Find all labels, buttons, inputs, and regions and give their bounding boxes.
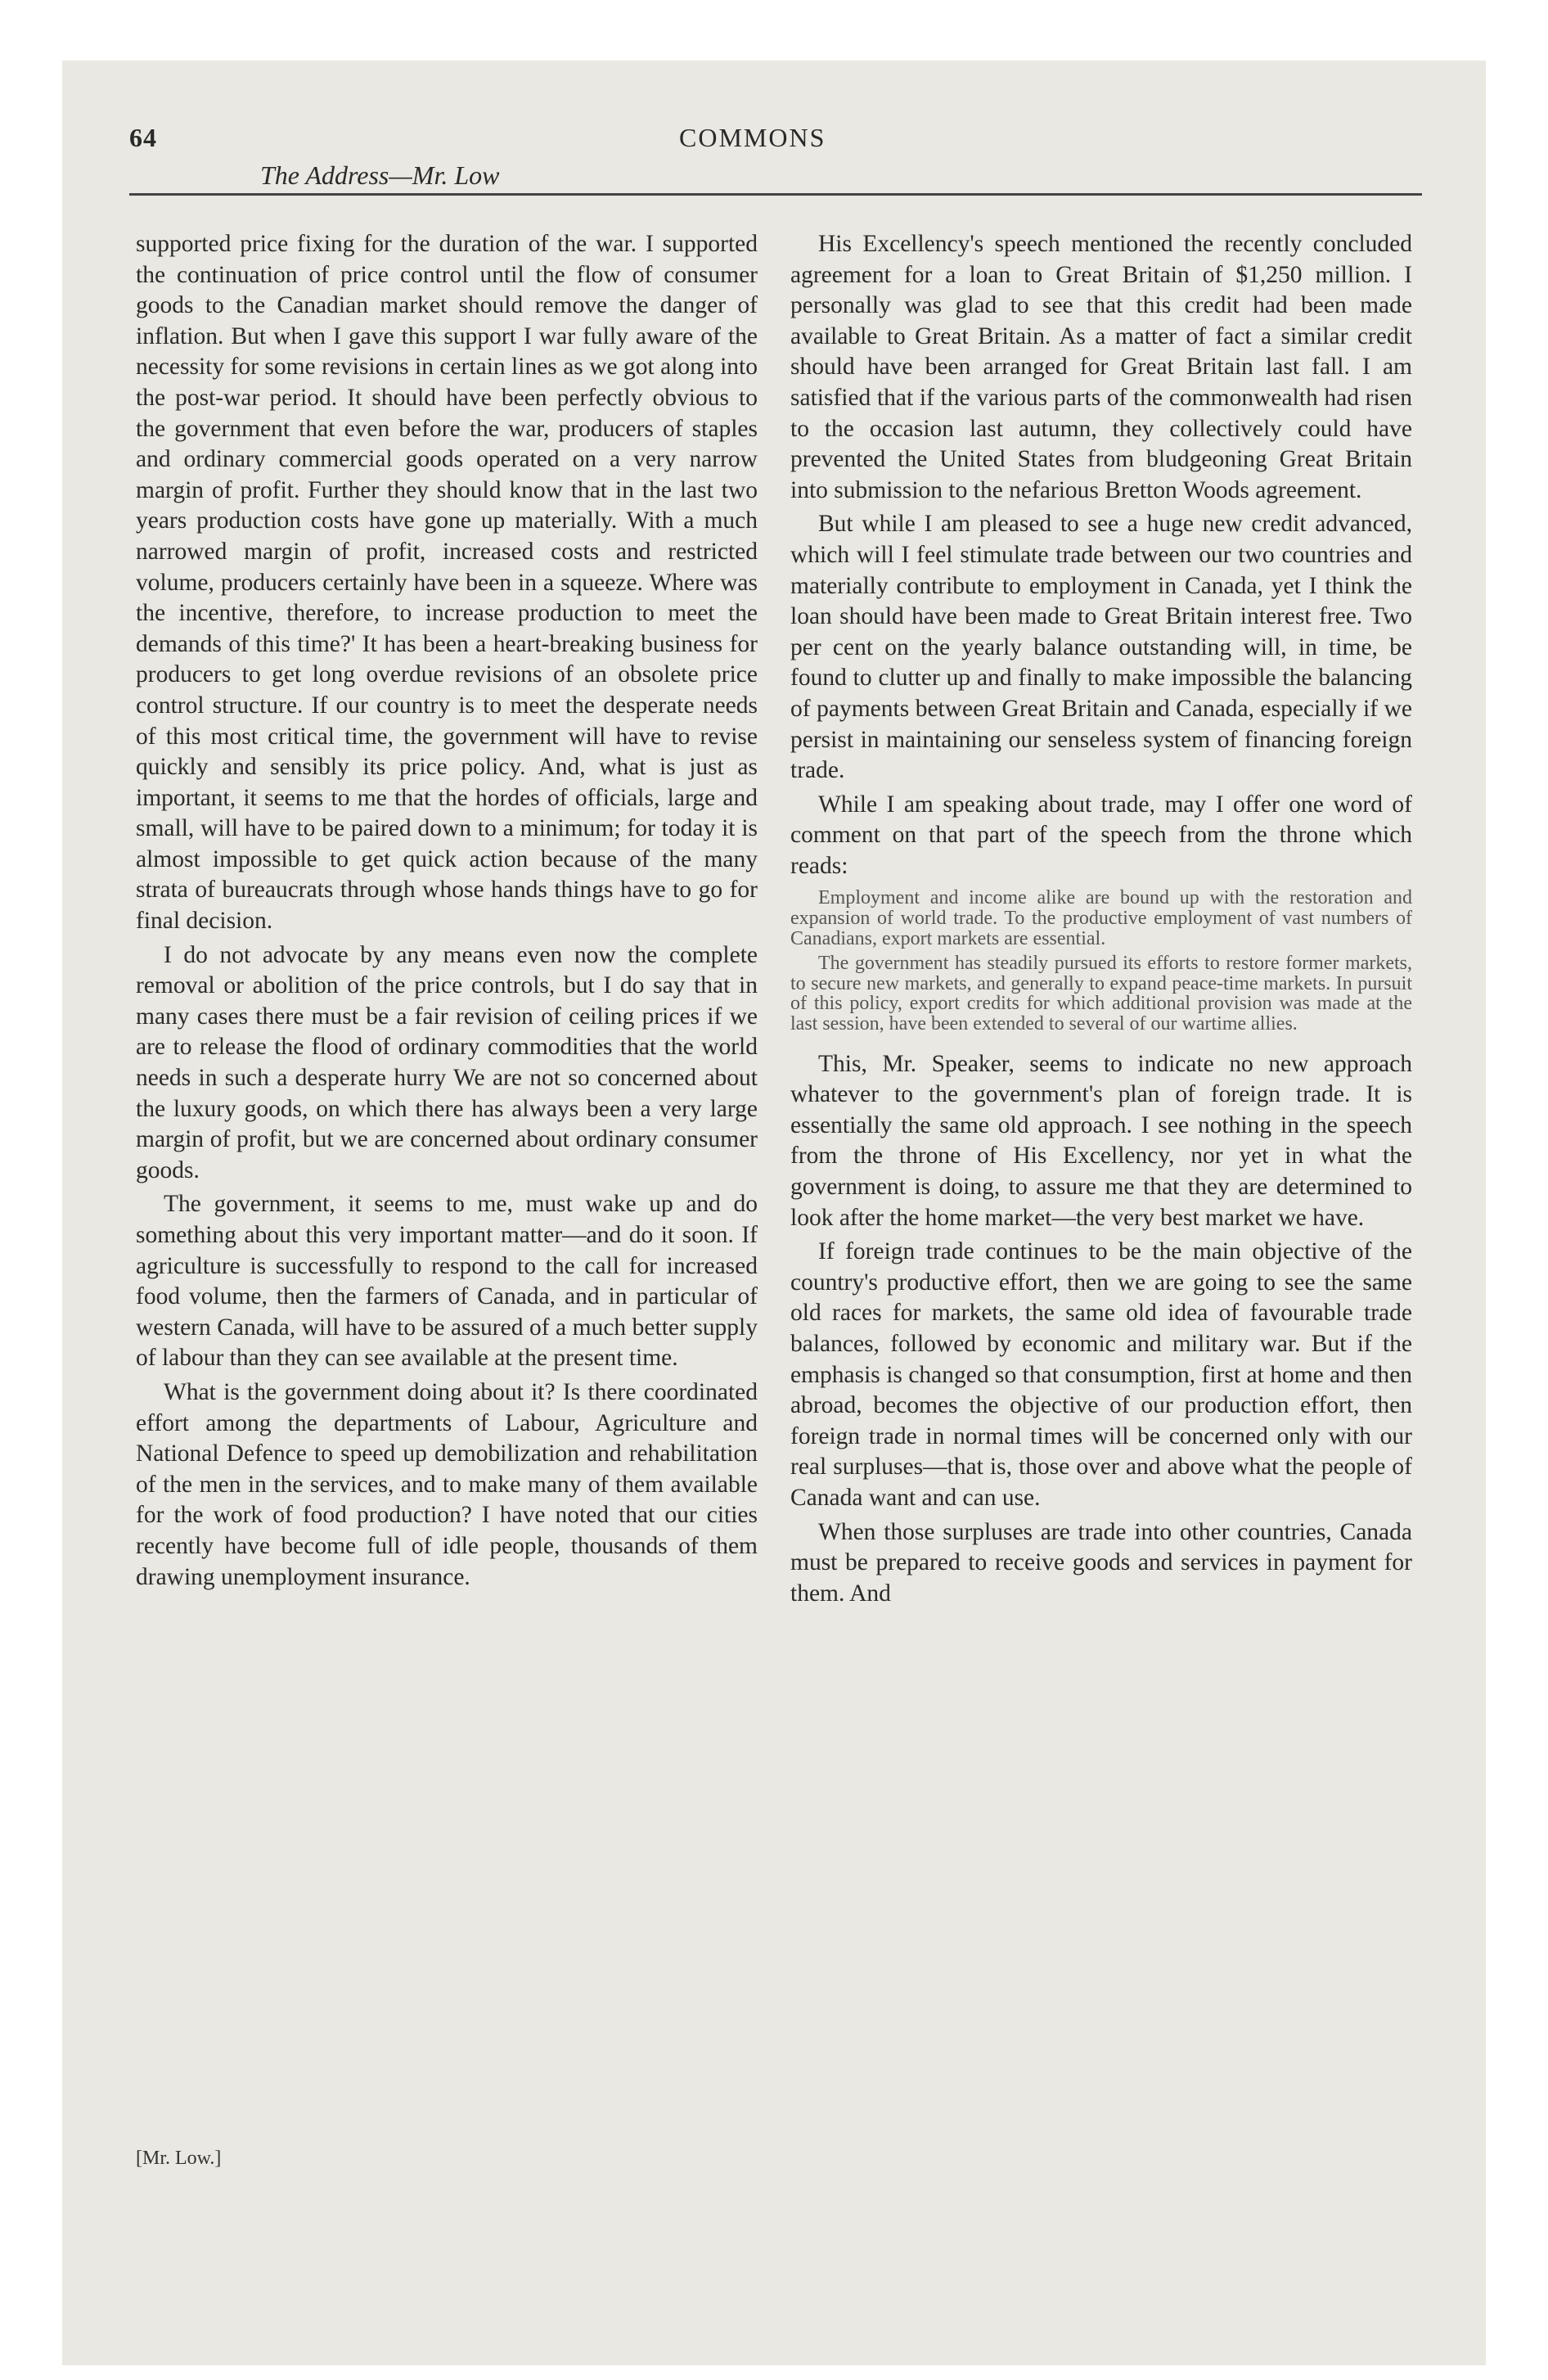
paragraph: The government, it seems to me, must wake up and do something about this very important matter—and do it soon. If agriculture is successfully to respond to the call for increased food volume, then the farmers of Canada, and in particular of western Canada, will have to be assured of a much better supply of labour than they can see available at the present time. — [136, 1191, 758, 1372]
paragraph: supported price fixing for the duration of the war. I supported the continuation of price control until the flow of consumer goods to the Canadian market should remove the danger of inflation. But when I gave this support I war fully aware of the necessity for some revisions in certain lines as we got along into the post-war period. It should have been perfectly obvious to the government that even before the war, producers of staples and ordinary commercial goods operated on a very narrow margin of profit. Further they should know that in the last two years production costs have gone up materially. With a much narrowed margin of profit, increased costs and restricted volume, producers certainly have been in a squeeze. Where was the incentive, therefore, to increase production to meet the demands of this time?' It has been a heart-breaking business for producers to get long overdue revisions of an obsolete price control structure. If our country is to meet the desperate needs of this most critical time, the government will have to revise quickly and sensibly its price policy. And, what is just as important, it seems to me that the hordes of officials, large and small, will have to be paired down to a minimum; for today it is almost impossible to get quick action because of the many strata of bureaucrats through whose hands things have to go for final decision. — [136, 231, 758, 935]
paragraph: When those surpluses are trade into other countries, Canada must be prepared to receive goods and services in payment for them. And — [790, 1518, 1412, 1607]
throne-speech-quote — [790, 888, 1412, 1034]
paragraph: I do not advocate by any means even now the complete removal or abolition of the price controls, but I do say that in many cases there must be a fair revision of ceiling prices if we are to release the flood of ordinary commodities that the world needs in such a desperate hurry We are not so concerned about the luxury goods, on which there has always been a very large margin of profit, but we are concerned about ordinary consumer goods. — [136, 941, 758, 1183]
running-title: The Address—Mr. Low — [260, 160, 500, 190]
paragraph: If foreign trade continues to be the main objective of the country's productive effort, then we are going to see the same old races for markets, the same old idea of favourable trade balances, followed by economic and military war. But if the emphasis is changed so that consumption, first at home and then abroad, becomes the objective of our production effort, then foreign trade in normal times will be concerned only with our real surpluses—that is, those over and above what the people of Canada want and can use. — [790, 1238, 1412, 1511]
quote-paragraph: Employment and income alike are bound up with the restoration and expansion of world trade. To the productive employment of vast numbers of Canadians, export markets are essential. — [790, 887, 1412, 949]
quote-paragraph: The government has steadily pursued its efforts to restore former markets, to secure new markets, and generally to expand peace-time markets. In pursuit of this policy, export credits for which additional provision was made at the last session, have been extended to several of our wartime allies. — [790, 953, 1412, 1035]
paragraph: While I am speaking about trade, may I offer one word of comment on that part of the speech from the throne which reads: — [790, 791, 1412, 879]
paragraph: His Excellency's speech mentioned the recently concluded agreement for a loan to Great Britain of $1,250 million. I personally was glad to see that this credit had been made available to Great Britain. As a matter of fact a similar credit should have been arranged for Great Britain last fall. I am satisfied that if the various parts of the commonwealth had risen to the occasion last autumn, they collectively could have prevented the United States from bludgeoning Great Britain into submission to the nefarious Bretton Woods agreement. — [790, 231, 1412, 503]
left-column — [136, 229, 758, 1593]
right-column — [790, 229, 1412, 1609]
paragraph: What is the government doing about it? Is there coordinated effort among the departments of Labour, Agriculture and National Defence to speed up demobilization and rehabilitation of the men in the services, and to make many of them available for the work of food production? I have noted that our cities recently have become full of idle people, thousands of them drawing unemployment insurance. — [136, 1378, 758, 1590]
page-number: 64 — [129, 123, 157, 152]
journal-title: COMMONS — [679, 123, 826, 152]
header-rule — [129, 193, 1422, 196]
paragraph: This, Mr. Speaker, seems to indicate no new approach whatever to the government's plan of foreign trade. It is essentially the same old approach. I see nothing in the speech from the throne of His Excellency, nor yet in what the government is doing, to assure me that they are determined to look after the home market—the very best market we have. — [790, 1050, 1412, 1231]
paragraph: But while I am pleased to see a huge new credit advanced, which will I feel stimulate trade between our two countries and materially contribute to employment in Canada, yet I think the loan should have been made to Great Britain interest free. Two per cent on the yearly balance outstanding will, in time, be found to clutter up and finally to make impossible the balancing of payments between Great Britain and Canada, especially if we persist in maintaining our senseless system of financing foreign trade. — [790, 511, 1412, 784]
speaker-note: [Mr. Low.] — [136, 2148, 222, 2169]
